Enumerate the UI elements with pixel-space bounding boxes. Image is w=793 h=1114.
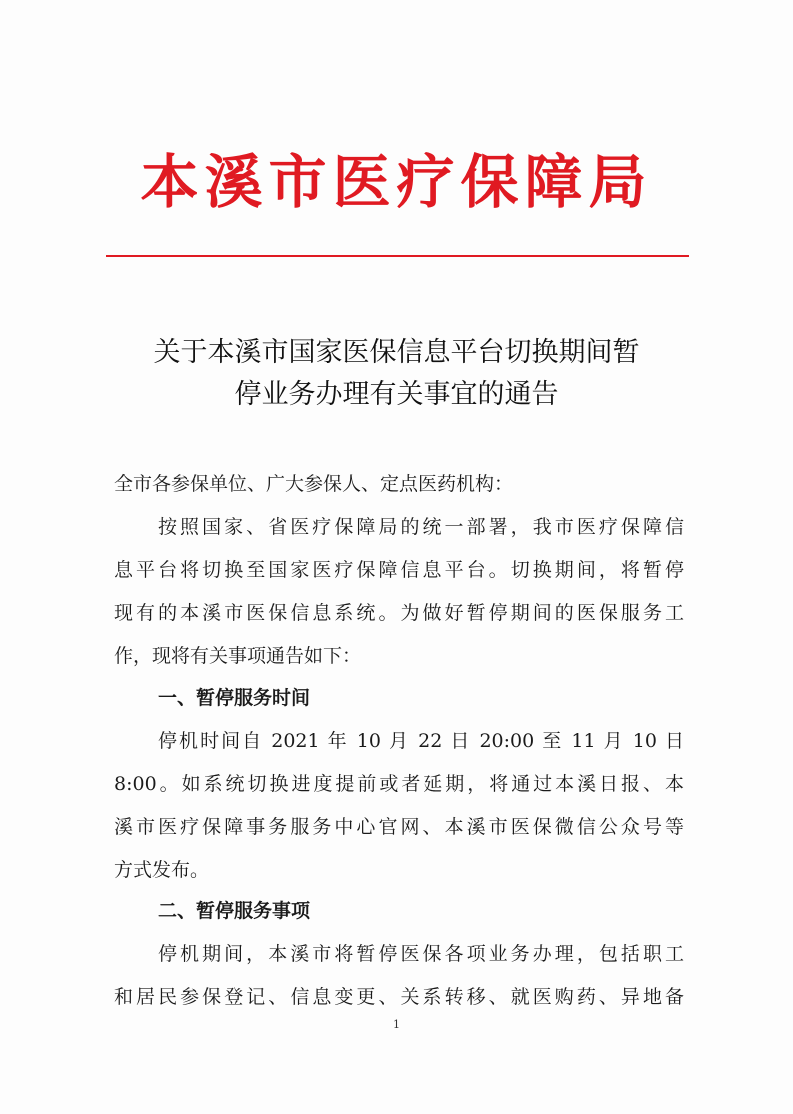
- document-title-line-2: 停业务办理有关事宜的通告: [234, 379, 559, 410]
- document-title-line-1: 关于本溪市国家医保信息平台切换期间暂: [153, 337, 640, 368]
- section-2-line: 和居民参保登记、信息变更、关系转移、就医购药、异地备: [114, 986, 684, 1008]
- intro-line: 现有的本溪市医保信息系统。为做好暂停期间的医保服务工: [114, 602, 684, 624]
- section-2-line: 停机期间，本溪市将暂停医保各项业务办理，包括职工: [158, 943, 684, 965]
- section-1-heading: 一、暂停服务时间: [158, 687, 311, 709]
- page-number: 1: [393, 1018, 400, 1031]
- section-1-line: 溪市医疗保障事务服务中心官网、本溪市医保微信公众号等: [114, 816, 684, 838]
- letterhead-red-rule: [106, 255, 689, 257]
- section-2-paragraph: [114, 933, 684, 1019]
- document-title: [100, 332, 693, 416]
- intro-line: 按照国家、省医疗保障局的统一部署，我市医疗保障信: [158, 516, 684, 538]
- intro-paragraph: [114, 506, 684, 678]
- section-1-line: 方式发布。: [114, 859, 210, 881]
- section-1-paragraph: [114, 720, 684, 892]
- letterhead-org-name: 本溪市医疗保障局: [140, 148, 653, 216]
- section-1-line: 停机时间自 2021 年 10 月 22 日 20:00 至 11 月 10 日: [158, 730, 684, 752]
- intro-line: 作，现将有关事项通告如下：: [114, 645, 362, 667]
- section-2-heading: 二、暂停服务事项: [158, 900, 311, 922]
- section-1-line: 8:00。如系统切换进度提前或者延期，将通过本溪日报、本: [114, 773, 684, 795]
- salutation: 全市各参保单位、广大参保人、定点医药机构：: [114, 473, 514, 495]
- intro-line: 息平台将切换至国家医疗保障信息平台。切换期间，将暂停: [114, 559, 684, 581]
